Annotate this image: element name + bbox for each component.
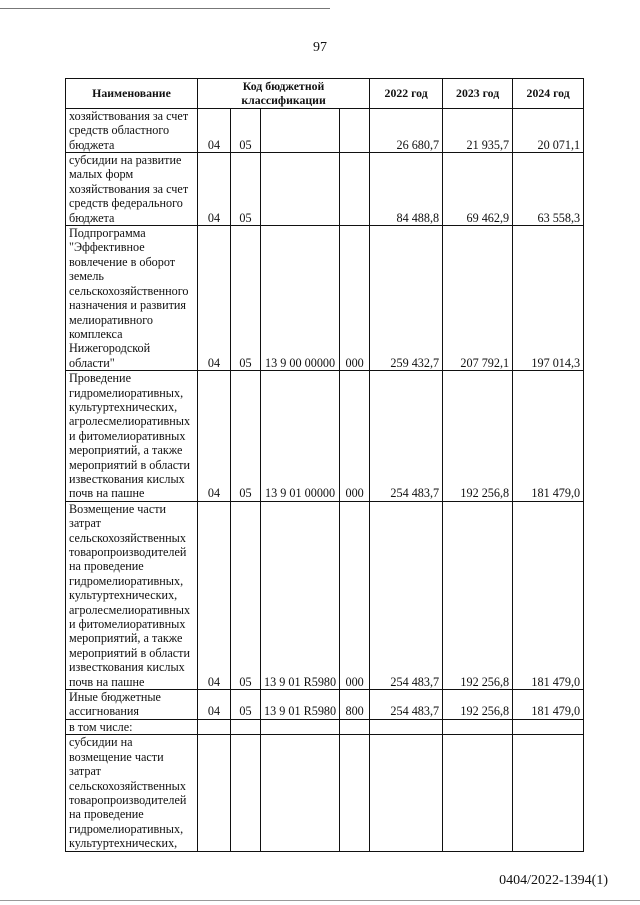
section-code-cell: 04 <box>198 226 231 371</box>
expense-type-cell <box>340 153 370 226</box>
value-2024-cell <box>513 735 584 851</box>
value-2024-cell: 197 014,3 <box>513 226 584 371</box>
table-row <box>66 501 584 689</box>
header-2022: 2022 год <box>370 79 443 109</box>
value-2024-cell: 20 071,1 <box>513 108 584 152</box>
target-article-cell <box>261 719 340 734</box>
subsection-code-cell: 05 <box>231 690 261 720</box>
bottom-rule <box>0 900 640 901</box>
subsection-code-cell: 05 <box>231 371 261 502</box>
section-code-cell: 04 <box>198 501 231 689</box>
value-2023-cell: 192 256,8 <box>443 501 513 689</box>
value-2022-cell <box>370 735 443 851</box>
value-2024-cell <box>513 719 584 734</box>
value-2023-cell: 192 256,8 <box>443 690 513 720</box>
target-article-cell: 13 9 00 00000 <box>261 226 340 371</box>
header-2023: 2023 год <box>443 79 513 109</box>
table-row <box>66 371 584 502</box>
value-2023-cell: 207 792,1 <box>443 226 513 371</box>
subsection-code-cell: 05 <box>231 226 261 371</box>
value-2022-cell <box>370 719 443 734</box>
value-2023-cell: 69 462,9 <box>443 153 513 226</box>
header-name: Наименование <box>66 79 198 109</box>
row-name-cell: хозяйствования за счет средств областного бюджета <box>66 108 198 152</box>
expense-type-cell: 800 <box>340 690 370 720</box>
table-row <box>66 153 584 226</box>
row-name-cell: субсидии на развитие малых форм хозяйствования за счет средств федерального бюджета <box>66 153 198 226</box>
table-row <box>66 735 584 851</box>
value-2023-cell: 192 256,8 <box>443 371 513 502</box>
target-article-cell: 13 9 01 00000 <box>261 371 340 502</box>
target-article-cell <box>261 735 340 851</box>
expense-type-cell <box>340 735 370 851</box>
row-name-cell: субсидии на возмещение части затрат сельскохозяйственных товаропроизводителей на проведение гидромелиоративных, культуртехнических, <box>66 735 198 851</box>
header-2024: 2024 год <box>513 79 584 109</box>
row-name-cell: Подпрограмма "Эффективное вовлечение в оборот земель сельскохозяйственного назначения и развития мелиоративного комплекса Нижегородской области" <box>66 226 198 371</box>
expense-type-cell: 000 <box>340 371 370 502</box>
value-2023-cell <box>443 735 513 851</box>
target-article-cell: 13 9 01 R5980 <box>261 690 340 720</box>
row-name-cell: Проведение гидромелиоративных, культуртехнических, агролесмелиоративных и фитомелиоративных мероприятий, а также мероприятий в области известкования кислых почв на пашне <box>66 371 198 502</box>
subsection-code-cell: 05 <box>231 501 261 689</box>
section-code-cell: 04 <box>198 371 231 502</box>
value-2024-cell: 181 479,0 <box>513 501 584 689</box>
section-code-cell <box>198 735 231 851</box>
table-row <box>66 226 584 371</box>
section-code-cell: 04 <box>198 108 231 152</box>
row-name-cell: Иные бюджетные ассигнования <box>66 690 198 720</box>
table-row <box>66 719 584 734</box>
value-2022-cell: 254 483,7 <box>370 690 443 720</box>
row-name-cell: Возмещение части затрат сельскохозяйственных товаропроизводителей на проведение гидромелиоративных, культуртехнических, агролесмелиоративных и фитомелиоративных мероприятий, а также мероприятий в области известкования кислых почв на пашне <box>66 501 198 689</box>
top-rule <box>0 8 330 9</box>
subsection-code-cell <box>231 735 261 851</box>
header-code: Код бюджетной классификации <box>198 79 370 109</box>
value-2022-cell: 254 483,7 <box>370 501 443 689</box>
subsection-code-cell <box>231 719 261 734</box>
target-article-cell <box>261 108 340 152</box>
section-code-cell <box>198 719 231 734</box>
expense-type-cell: 000 <box>340 226 370 371</box>
row-name-cell: в том числе: <box>66 719 198 734</box>
document-code: 0404/2022-1394(1) <box>499 873 608 888</box>
value-2024-cell: 181 479,0 <box>513 371 584 502</box>
table-row <box>66 108 584 152</box>
table-header-row <box>66 79 584 109</box>
value-2022-cell: 26 680,7 <box>370 108 443 152</box>
target-article-cell: 13 9 01 R5980 <box>261 501 340 689</box>
table-row <box>66 690 584 720</box>
expense-type-cell <box>340 108 370 152</box>
value-2024-cell: 63 558,3 <box>513 153 584 226</box>
value-2022-cell: 259 432,7 <box>370 226 443 371</box>
value-2023-cell: 21 935,7 <box>443 108 513 152</box>
expense-type-cell: 000 <box>340 501 370 689</box>
page-number: 97 <box>313 40 327 55</box>
value-2023-cell <box>443 719 513 734</box>
section-code-cell: 04 <box>198 153 231 226</box>
expense-type-cell <box>340 719 370 734</box>
value-2022-cell: 254 483,7 <box>370 371 443 502</box>
value-2022-cell: 84 488,8 <box>370 153 443 226</box>
subsection-code-cell: 05 <box>231 153 261 226</box>
subsection-code-cell: 05 <box>231 108 261 152</box>
section-code-cell: 04 <box>198 690 231 720</box>
value-2024-cell: 181 479,0 <box>513 690 584 720</box>
target-article-cell <box>261 153 340 226</box>
budget-table <box>65 78 584 852</box>
